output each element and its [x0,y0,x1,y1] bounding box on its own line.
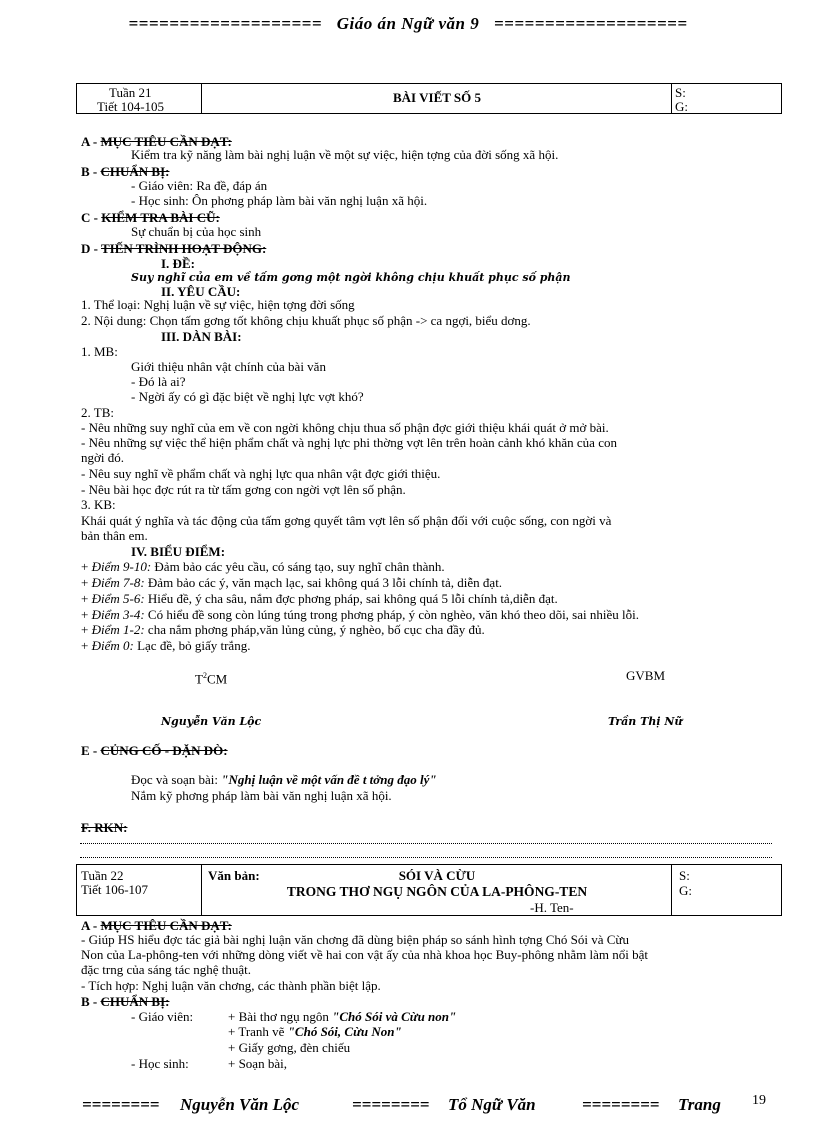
section-b-heading: B - CHUẨN BỊ: [81,164,170,179]
score-row: + Điểm 9-10: Đảm bảo các yêu cầu, có sáng tạo, suy nghĩ chân thành. [81,559,445,574]
lesson2-g-label: G: [679,883,692,898]
footer-group: Tổ Ngữ Văn [448,1095,536,1114]
lesson2-info-table [76,864,782,916]
score-row: + Điểm 1-2: cha nắm phơng pháp,văn lủng củng, ý nghèo, bố cục cha đầy đủ. [81,622,485,637]
lesson1-title-cell [202,84,672,113]
tb-line-1: - Nêu những suy nghĩ của em về con ngời không chịu thua số phận đợc giới thiệu khái quát ở mở bài. [81,420,609,435]
lesson1-info-table [76,83,782,114]
lesson2-title-cell [202,865,672,915]
kb-line-1b: bản thân em. [81,528,148,543]
lesson2-title-2: TRONG THƠ NGỤ NGÔN CỦA LA-PHÔNG-TEN [286,884,588,899]
header-decoration-right: =================== [493,14,688,33]
score-row: + Điểm 3-4: Có hiểu đề song còn lúng túng trong phơng pháp, ý còn nghèo, văn khó theo dõi, sai nhiều lỗi. [81,607,639,622]
lesson1-week-cell [77,84,202,113]
yeu-cau-1: 1. Thể loại: Nghị luận về sự việc, hiện tợng đời sống [81,297,355,312]
yeu-cau-2: 2. Nội dung: Chọn tấm gơng tốt không chịu khuất phục số phận -> ca ngợi, biểu dơng. [81,313,531,328]
yeu-cau-heading: II. YÊU CẦU: [161,284,241,299]
de-text: Suy nghĩ của em về tấm gơng một ngời không chịu khuất phục số phận [131,271,571,284]
header-title: Giáo án Ngữ văn 9 [336,14,480,33]
score-row: + Điểm 5-6: Hiểu đề, ý cha sâu, nắm đợc phơng pháp, sai không quá 5 lỗi chính tả,diễn đạt. [81,591,558,606]
lesson1-week: Tuần 21 [109,85,152,100]
lesson2-week: Tuần 22 [81,868,124,883]
lesson1-periods: Tiết 104-105 [97,99,165,114]
bieu-diem-heading: IV. BIỂU ĐIỂM: [131,544,226,559]
tb-line-2b: ngời đó. [81,450,124,465]
signature-right-title: GVBM [626,668,666,683]
section-c-heading: C - KIỂM TRA BÀI CŨ: [81,210,220,225]
mb-heading: 1. MB: [81,344,118,359]
tb-heading: 2. TB: [81,405,114,420]
dotted-separator [80,843,772,844]
lesson2-teacher-item-1: + Bài thơ ngụ ngôn "Chó Sói và Cừu non" [228,1009,457,1024]
tb-line-4: - Nêu bài học đợc rút ra từ tấm gơng con ngời vợt lên số phận. [81,482,406,497]
lesson2-teacher-item-3: + Giấy gơng, đèn chiếu [228,1040,351,1055]
score-row: + Điểm 0: Lạc đề, bỏ giấy trắng. [81,638,251,653]
lesson2-student-label: - Học sinh: [131,1056,189,1071]
section-d-heading: D - TIẾN TRÌNH HOẠT ĐỘNG: [81,241,267,256]
dan-bai-heading: III. DÀN BÀI: [161,329,242,344]
mb-line-2: - Đó là ai? [131,374,186,389]
lesson2-title-1: SÓI VÀ CỪU [398,868,476,883]
lesson2-periods: Tiết 106-107 [81,882,149,897]
lesson2-s-label: S: [679,868,690,883]
section-a-text: Kiểm tra kỹ năng làm bài nghị luận về một sự việc, hiện tợng của đời sống xã hội. [131,147,559,162]
tb-line-2a: - Nêu những sự việc thể hiện phẩm chất và nghị lực phi thờng vợt lên trên hoàn cảnh khó khăn của con [81,435,617,450]
section-e-heading: E - CỦNG CỐ - DẶN DÒ: [81,743,228,758]
lesson2-a-line-4: - Tích hợp: Nghị luận văn chơng, các thành phần biệt lập. [81,978,381,993]
lesson2-a-line-1: - Giúp HS hiểu đợc tác giả bài nghị luận văn chơng đã dùng biện pháp so sánh hình tợng Chó Sói và Cừu [81,932,629,947]
lesson2-a-line-2: Non của La-phông-ten với những dòng viết về hai con vật ấy của nhà khoa học Buy-phông nhằm làm nổi bật [81,947,648,962]
footer-author: Nguyễn Văn Lộc [180,1095,299,1114]
de-heading: I. ĐỀ: [161,256,195,271]
lesson1-title: BÀI VIẾT SỐ 5 [392,90,482,105]
lesson2-section-b-heading: B - CHUẨN BỊ: [81,994,170,1009]
score-row: + Điểm 7-8: Đảm bảo các ý, văn mạch lạc, sai không quá 3 lỗi chính tả, diễn đạt. [81,575,503,590]
lesson1-s-label: S: [675,85,686,100]
page-header [0,16,816,31]
signature-left-name: Nguyễn Văn Lộc [161,715,262,728]
footer-page-number: 19 [752,1093,766,1108]
kb-line-1a: Khái quát ý nghĩa và tác động của tấm gơng quyết tâm vợt lên số phận đối với cuộc sống, con ngời và [81,513,612,528]
lesson2-teacher-label: - Giáo viên: [131,1009,194,1024]
section-a-heading: A - MỤC TIÊU CẦN ĐẠT: [81,134,232,149]
kb-heading: 3. KB: [81,497,116,512]
lesson2-student-item-1: + Soạn bài, [228,1056,287,1071]
footer-sep: ======== [582,1095,660,1114]
lesson2-section-a-heading: A - MỤC TIÊU CẦN ĐẠT: [81,918,232,933]
lesson2-week-cell [77,865,202,915]
section-c-text: Sự chuẩn bị của học sinh [131,224,262,239]
lesson2-vb-label: Văn bản: [208,868,260,883]
section-b-teacher: - Giáo viên: Ra đề, đáp án [131,178,268,193]
signature-right-name: Trần Thị Nữ [608,715,683,728]
lesson1-g-label: G: [675,99,688,114]
dotted-separator [80,857,772,858]
mb-line-3: - Ngời ấy có gì đặc biệt về nghị lực vợt khó? [131,389,364,404]
lesson2-author: -H. Ten- [530,900,574,915]
footer-sep: ======== [352,1095,430,1114]
section-b-student: - Học sinh: Ôn phơng pháp làm bài văn nghị luận xã hội. [131,193,428,208]
lesson2-a-line-3: đặc trng của sáng tác nghệ thuật. [81,962,252,977]
section-e-line-2: Nắm kỹ phơng pháp làm bài văn nghị luận xã hội. [131,788,392,803]
mb-line-1: Giới thiệu nhân vật chính của bài văn [131,359,326,374]
lesson2-teacher-item-2: + Tranh vẽ "Chó Sói, Cừu Non" [228,1024,402,1039]
footer-sep: ======== [82,1095,160,1114]
signature-left-title: $T^2CM$ [195,671,228,687]
section-e-line-1: Đọc và soạn bài: "Nghị luận về một vấn đề t tởng đạo lý" [131,772,437,787]
header-decoration-left: =================== [128,14,323,33]
section-f-heading: F. RKN: [81,820,128,835]
tb-line-3: - Nêu suy nghĩ về phẩm chất và nghị lực qua nhân vật đợc giới thiệu. [81,466,441,481]
footer-page-label: Trang [678,1095,721,1114]
